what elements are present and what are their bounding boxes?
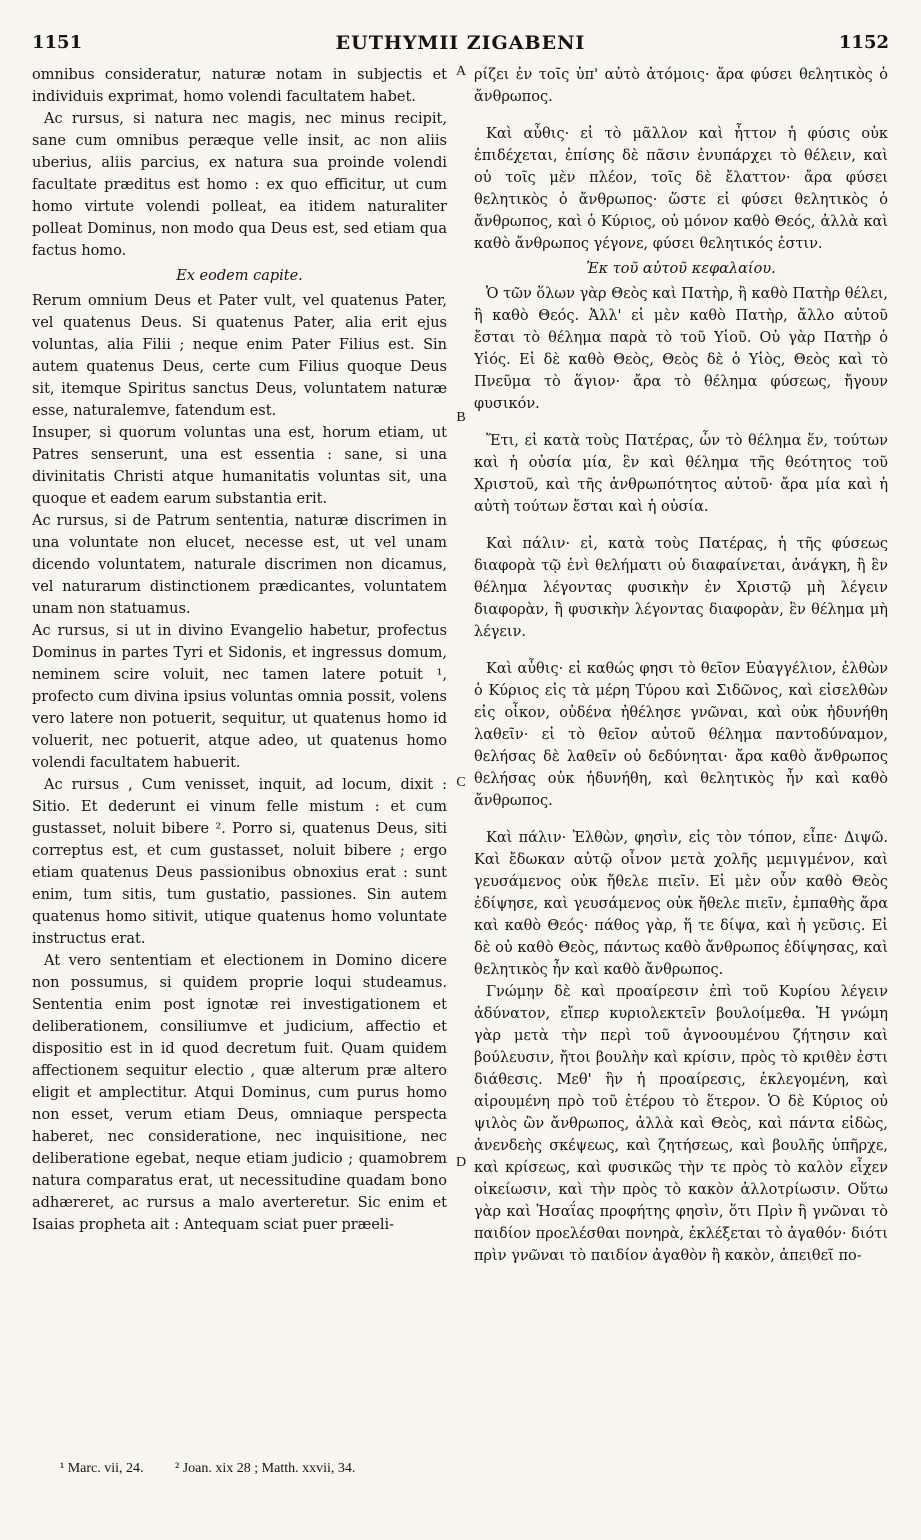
page-number-right: 1152 [838, 32, 889, 53]
margin-letter-c: C [456, 775, 466, 790]
footnote-1: ¹ Marc. vii, 24. [60, 1461, 144, 1476]
footnotes [60, 1461, 760, 1477]
margin-letter-d: D [455, 1155, 467, 1170]
paragraph: omnibus consideratur, naturæ notam in subjectis et individuis exprimat, homo volendi facultatem habet. [32, 67, 447, 105]
running-title: EUTHYMII ZIGABENI [335, 32, 586, 54]
paragraph: At vero sententiam et electionem in Domino dicere non possumus, si quidem proprie loqui studeamus. Sententia enim post ignotæ rei investigationem et deliberationem, consiliumve et judicium, affectio et dispositio est in id quod decretum fuit. Quam quidem affectionem sequitur electio , quæ alterum præ altero eligit et amplectitur. Atqui Dominus, cum purus homo non esset, verum etiam Deus, omniaque perspecta haberet, nec consideratione, nec inquisitione, nec deliberatione egebat, neque etiam judicio ; quamobrem natura comparatus erat, ut necessitudine quadam bono adhæreret, ac rursus a malo averteretur. Sic enim et Isaias propheta ait : Antequam sciat puer præeli- [32, 953, 447, 1233]
page-header [32, 14, 889, 56]
paragraph: Rerum omnium Deus et Pater vult, vel quatenus Pater, vel quatenus Deus. Si quatenus Pater, alia erit ejus voluntas, alia Filii ; neque enim Pater Filius est. Sin autem quatenus Deus, certe cum Filius quoque Deus sit, itemque Spiritus sanctus Deus, voluntatem naturæ esse, naturalemve, fatendum est. [32, 293, 447, 419]
paragraph: Insuper, si quorum voluntas una est, horum etiam, ut Patres senserunt, una est essentia : sane, si una divinitatis Christi atque humanitatis voluntas sit, una quoque et eadem earum substantia erit. [32, 425, 447, 507]
paragraph: Ὁ τῶν ὅλων γὰρ Θεὸς καὶ Πατὴρ, ἢ καθὸ Πατὴρ θέλει, ἢ καθὸ Θεός. Ἀλλ' εἰ μὲν καθὸ Πατὴρ, ἄλλο αὐτοῦ ἔσται τὸ θέλημα παρὰ τὸ τοῦ Υἱοῦ. Οὐ γὰρ Πατὴρ ὁ Υἱός. Εἰ δὲ καθὸ Θεὸς, Θεὸς δὲ ὁ Υἱὸς, Θεὸς καὶ τὸ Πνεῦμα τὸ ἅγιον· ἄρα τὸ θέλημα φύσεως, ἤγουν φυσικόν. [474, 286, 888, 412]
paragraph: Ac rursus , Cum venisset, inquit, ad locum, dixit : Sitio. Et dederunt ei vinum felle mistum : et cum gustasset, noluit bibere ². Porro si, quatenus Deus, siti correptus est, et cum gustasset, noluit bibere ; ergo etiam quatenus Deus passionibus obnoxius erat : sunt enim, tum sitis, tum gustatio, passiones. Sin autem quatenus homo sitivit, utique quatenus homo voluntate instructus erat. [32, 777, 447, 947]
footnote-2: ² Joan. xix 28 ; Matth. xxvii, 34. [175, 1461, 356, 1476]
paragraph: Ac rursus, si de Patrum sententia, naturæ discrimen in una voluntate non elucet, necesse est, ut vel unam dicendo voluntatem, naturale discrimen non dicamus, vel naturarum distinctionem prædicantes, voluntatem unam non statuamus. [32, 513, 447, 617]
paragraph: Ac rursus, si ut in divino Evangelio habetur, profectus Dominus in partes Tyri et Sidonis, et ingressus domum, neminem scire voluit, nec tamen latere potuit ¹, profecto cum divina ipsius voluntas omnia possit, volens vero latere non potuerit, sequitur, ut quatenus homo id voluerit, nec potuerit, atque adeo, ut quatenus homo volendi facultatem habuerit. [32, 623, 447, 771]
paragraph: ρίζει ἐν τοῖς ὑπ' αὐτὸ ἀτόμοις· ἄρα φύσει θελητικὸς ὁ ἄνθρωπος. [474, 67, 888, 105]
margin-letter-b: B [456, 410, 466, 425]
paragraph: Γνώμην δὲ καὶ προαίρεσιν ἐπὶ τοῦ Κυρίου λέγειν ἀδύνατον, εἴπερ κυριολεκτεῖν βουλοίμεθα. Ἡ γνώμη γὰρ μετὰ τὴν περὶ τοῦ ἀγνοουμένου ζήτησιν καὶ βούλευσιν, ἤτοι βουλὴν καὶ κρίσιν, πρὸς τὸ κριθὲν ἐστι διάθεσις. Μεθ' ἣν ἡ προαίρεσις, ἐκλεγομένη, καὶ αἱρουμένη πρὸ τοῦ ἑτέρου τὸ ἕτερον. Ὁ δὲ Κύριος οὐ ψιλὸς ὢν ἄνθρωπος, ἀλλὰ καὶ Θεὸς, καὶ πάντα εἰδὼς, ἀνενδεὴς σκέψεως, καὶ ζητήσεως, καὶ βουλῆς ὑπῆρχε, καὶ κρίσεως, καὶ φυσικῶς τὴν τε πρὸς τὸ καλὸν εἶχεν οἰκείωσιν, καὶ τὴν πρὸς τὸ κακὸν ἀλλοτρίωσιν. Οὕτω γὰρ καὶ Ἡσαΐας προφήτης φησὶν, ὅτι Πρὶν ἢ γνῶναι τὸ παιδίον προελέσθαι πονηρὰ, ἐκλέξεται τὸ ἀγαθόν· διότι πρὶν γνῶναι τὸ παιδίον ἀγαθὸν ἢ κακὸν, ἀπειθεῖ πο- [474, 984, 888, 1264]
page-number-left: 1151 [32, 32, 83, 53]
latin-column [32, 64, 447, 1450]
paragraph: Καὶ πάλιν· Ἐλθὼν, φησὶν, εἰς τὸν τόπον, εἶπε· Διψῶ. Καὶ ἔδωκαν αὐτῷ οἶνον μετὰ χολῆς μεμιγμένον, καὶ γευσάμενος οὐκ ἤθελε πιεῖν. Εἰ μὲν οὖν καθὸ Θεὸς ἐδίψησε, καὶ γευσάμενος οὐκ ἤθελε πιεῖν, ἐμπαθὴς ἄρα καὶ καθὸ Θεός· πάθος γὰρ, ἥ τε δίψα, καὶ ἡ γεῦσις. Εἰ δὲ οὐ καθὸ Θεὸς, πάντως καθὸ ἄνθρωπος ἐδίψησας, καὶ θελητικὸς ἦν καὶ καθὸ ἄνθρωπος. [474, 830, 888, 978]
paragraph: Ἔτι, εἰ κατὰ τοὺς Πατέρας, ὧν τὸ θέλημα ἕν, τούτων καὶ ἡ οὐσία μία, ἓν καὶ θέλημα τῆς θεότητος τοῦ Χριστοῦ, καὶ τῆς ἀνθρωπότητος αὐτοῦ· ἄρα μία καὶ ἡ αὐτὴ τούτων ἔσται καὶ ἡ οὐσία. [474, 433, 888, 515]
paragraph: Καὶ αὖθις· εἰ καθώς φησι τὸ θεῖον Εὐαγγέλιον, ἐλθὼν ὁ Κύριος εἰς τὰ μέρη Τύρου καὶ Σιδῶνος, καὶ εἰσελθὼν εἰς οἶκον, οὐδένα ἠθέλησε γνῶναι, καὶ οὐκ ἠδυνήθη λαθεῖν· εἰ τὸ θεῖον αὐτοῦ θέλημα παντοδύναμον, θελήσας δὲ λαθεῖν οὐ δεδύνηται· ἄρα καθὸ ἄνθρωπος θελήσας οὐκ ἠδυνήθη, καὶ θελητικὸς ἦν καὶ καθὸ ἄνθρωπος. [474, 661, 888, 809]
margin-letter-a: A [455, 64, 467, 79]
paragraph: Καὶ πάλιν· εἰ, κατὰ τοὺς Πατέρας, ἡ τῆς φύσεως διαφορὰ τῷ ἑνὶ θελήματι οὐ διαφαίνεται, ἀνάγκη, ἢ ἓν θέλημα λέγοντας φυσικὴν ἐν Χριστῷ μὴ λέγειν διαφορὰν, ἢ φυσικὴν λέγοντας διαφορὰν, ἓν θέλημα μὴ λέγειν. [474, 536, 888, 640]
paragraph: Ac rursus, si natura nec magis, nec minus recipit, sane cum omnibus peræque velle insit, ac non aliis uberius, aliis parcius, ex natura sua proinde volendi facultate præditus est homo : ex quo efficitur, ut cum homo virtute volendi polleat, ea itidem naturaliter polleat Dominus, non modo qua Deus est, sed etiam qua factus homo. [32, 111, 447, 259]
paragraph: Καὶ αὖθις· εἰ τὸ μᾶλλον καὶ ἧττον ἡ φύσις οὐκ ἐπιδέχεται, ἐπίσης δὲ πᾶσιν ἐνυπάρχει τὸ θέλειν, καὶ οὐ τοῖς μὲν πλέον, τοῖς δὲ ἔλαττον· ἄρα φύσει θελητικὸς ὁ ἄνθρωπος· ὥστε εἰ φύσει θελητικὸς ὁ ἄνθρωπος, καὶ ὁ Κύριος, οὐ μόνον καθὸ Θεός, ἀλλὰ καὶ καθὸ ἄνθρωπος γέγονε, φύσει θελητικός ἐστιν. [474, 126, 888, 252]
greek-column [474, 64, 888, 1450]
section-heading: Ex eodem capite. [176, 268, 303, 284]
section-heading: Ἐκ τοῦ αὐτοῦ κεφαλαίου. [586, 261, 776, 277]
